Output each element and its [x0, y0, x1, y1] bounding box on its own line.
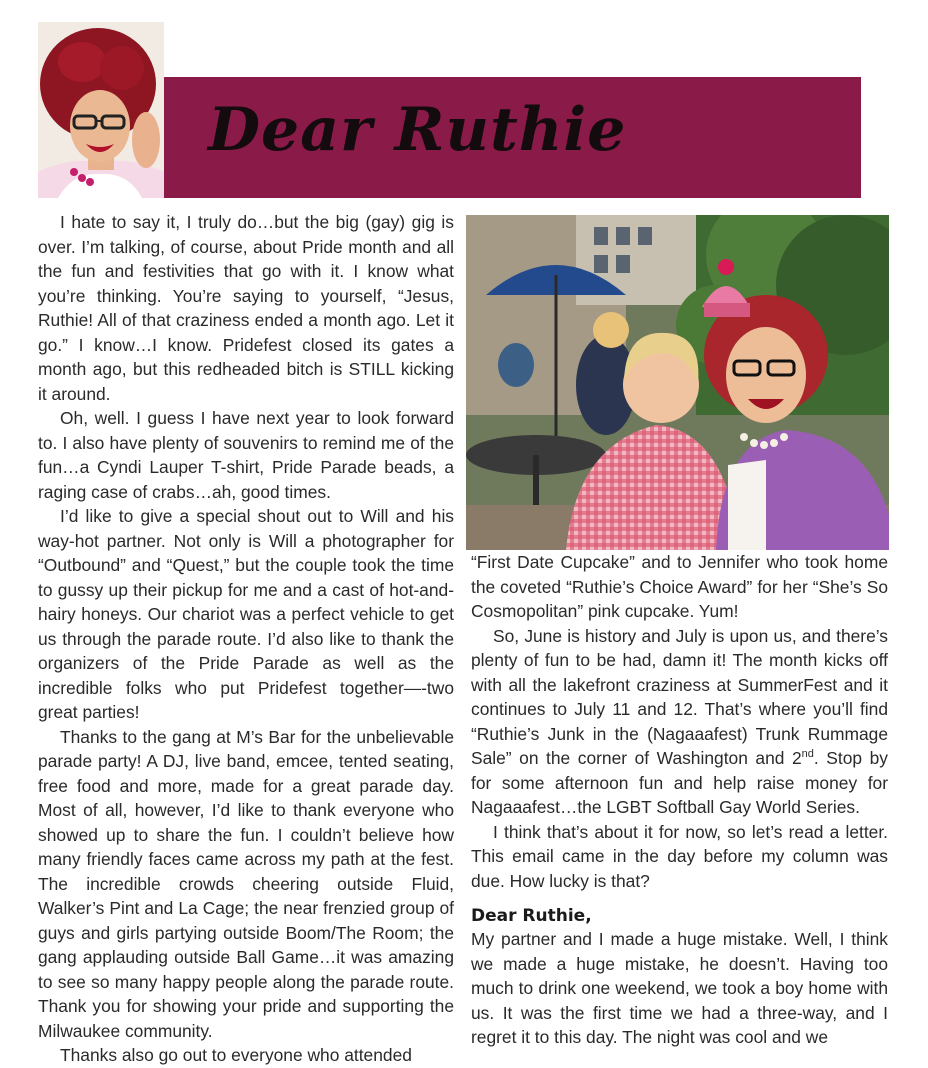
letter-heading: Dear Ruthie,: [471, 906, 592, 926]
article-paragraph: I think that’s about it for now, so let’s read a letter. This email came in the day before my column was due. How lucky is that?: [471, 821, 888, 891]
article-paragraph: [471, 624, 888, 820]
article-paragraph: I hate to say it, I truly do…but the big (gay) gig is over. I’m talking, of course, about Pride month and all the fun and festivities that go with it. I know what you’re thinking. You’re saying to yourself, “Jesus, Ruthie! All of that craziness ended a month ago. Let it go.” I know…I know. Pridefest closed its gates a month ago, but this redheaded bitch is STILL kicking it around.: [38, 212, 454, 404]
article-paragraph: Thanks to the gang at M’s Bar for the unbelievable parade party! A DJ, live band, emcee, tented seating, free food and more, made for a great parade day. Most of all, however, I’d like to thank everyone who showed up to share the fun. I couldn’t believe how many friendly faces came across my path at the fest. The incredible crowds cheering outside Fluid, Walker’s Pint and La Cage; the near frenzied group of guys and girls partying outside Boom/The Room; the gang applauding outside Ball Game…it was amazing to see so many happy people along the parade route. Thank you for showing your pride and supporting the Milwaukee community.: [38, 726, 454, 1041]
column-title: Dear Ruthie: [208, 95, 627, 165]
article-paragraph: I’d like to give a special shout out to Will and his way-hot partner. Not only is Will a photographer for “Outbound” and “Quest,” but the couple took the time to gussy up their pickup for me and a cast of hot-and-hairy honeys. Our chariot was a perfect vehicle to get us through the parade route. I’d also like to thank the organizers of the Pride Parade as well as the incredible folks who put Pridefest together—-two great parties!: [38, 506, 454, 722]
columnist-portrait: [38, 22, 164, 198]
columnist-portrait-image: [38, 22, 164, 198]
article-paragraph: Oh, well. I guess I have next year to look forward to. I also have plenty of souvenirs to remind me of the fun…a Cyndi Lauper T-shirt, Pride Parade beads, a raging case of crabs…ah, good times.: [38, 408, 454, 502]
article-left-column: [38, 210, 454, 1068]
article-right-column: [471, 550, 888, 1050]
ordinal-suffix: nd: [801, 748, 814, 761]
article-text: So, June is history and July is upon us, and there’s plenty of fun to be had, damn it! The month kicks off with all the lakefront craziness at SummerFest and it continues to July 11 and 12. That’s where you’ll find “Ruthie’s Junk in the (Nagaaafest) Trunk Rummage Sale” on the corner of Washington and 2: [471, 625, 888, 768]
reader-letter: My partner and I made a huge mistake. Well, I think we made a huge mistake, he doesn’t. Having too much to drink one weekend, we took a boy home with us. It was the first time we had a three-way, and I regret it to this day. The night was cool and we: [471, 929, 888, 1047]
pride-party-photo: [466, 215, 889, 550]
article-text: . Stop by for some afternoon fun and help raise money for Nagaaafest…the LGBT Softball Gay World Series.: [471, 748, 888, 817]
article-paragraph: Thanks also go out to everyone who attended: [60, 1045, 412, 1065]
column-banner: [164, 77, 861, 198]
article-paragraph: “First Date Cupcake” and to Jennifer who took home the coveted “Ruthie’s Choice Award” for her “She’s So Cosmopolitan” pink cupcake. Yum!: [471, 552, 888, 621]
pride-party-photo-image: [466, 215, 889, 550]
